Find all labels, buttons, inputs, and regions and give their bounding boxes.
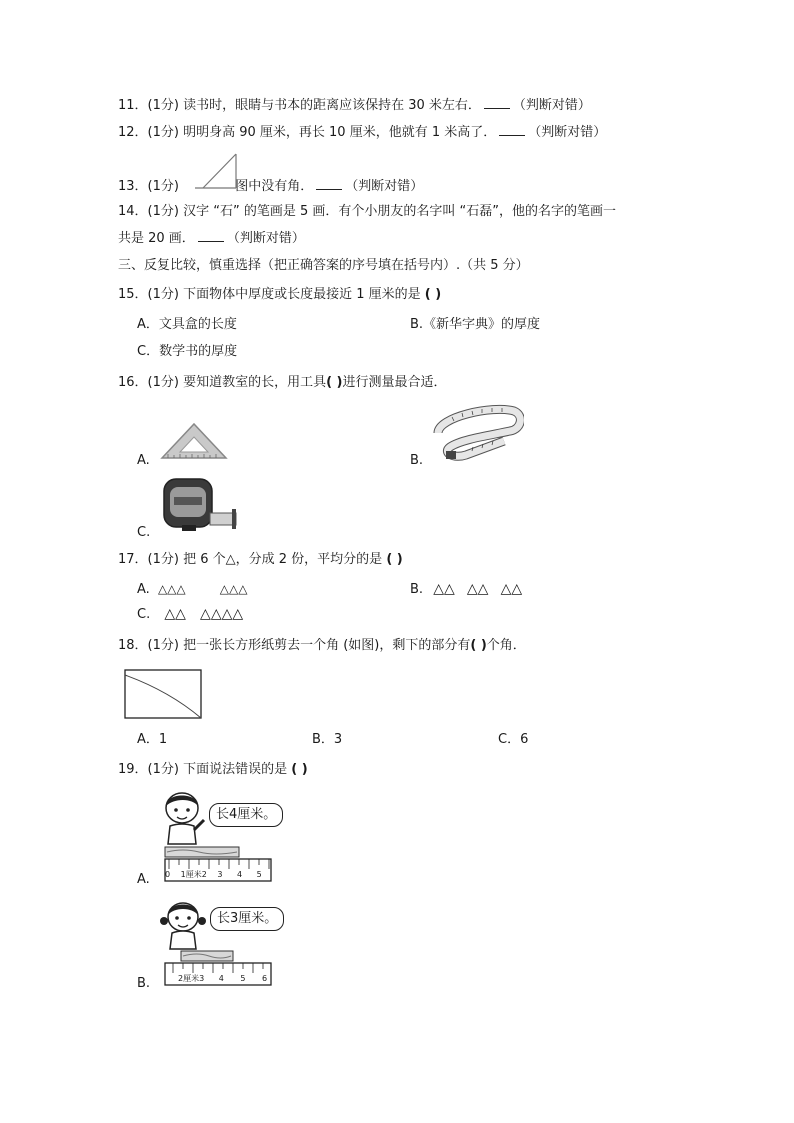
q12-judge-label: （判断对错） (528, 125, 607, 140)
q16-option-a-label[interactable]: A. (137, 453, 150, 468)
q16-stem: 16．(1分) 要知道教室的长，用工具 (118, 375, 327, 390)
q13-number: 13．(1分) (118, 179, 179, 194)
ruler-a-ticks: 0 1厘米2 3 4 5 (165, 870, 262, 879)
q15-option-b[interactable]: B.《新华字典》的厚度 (410, 317, 541, 332)
q15-answer-paren[interactable]: ( ) (424, 287, 442, 302)
q19-bubble-a: 长4厘米。 (209, 803, 283, 827)
q13-judge-label: （判断对错） (345, 179, 424, 194)
q15-stem: 15．(1分) 下面物体中厚度或长度最接近 1 厘米的是 (118, 287, 421, 302)
set-square-image[interactable] (158, 420, 230, 462)
cut-rectangle-figure (124, 669, 204, 721)
question-15 (118, 286, 441, 304)
question-13 (118, 177, 423, 196)
q16-answer-paren[interactable]: ( ) (326, 375, 343, 390)
q17-option-a[interactable] (137, 580, 247, 599)
right-triangle-figure (193, 151, 239, 191)
q15-option-a[interactable]: A．文具盒的长度 (137, 317, 237, 332)
q16-stem-end: 进行测量最合适． (342, 375, 447, 390)
q19-answer-paren[interactable]: ( ) (291, 762, 308, 777)
question-16 (118, 374, 447, 392)
q19-option-a-label[interactable]: A. (137, 872, 150, 887)
q16-option-c-label[interactable]: C. (137, 525, 151, 540)
q17-option-c-label: C. (137, 607, 151, 622)
q17-answer-paren[interactable]: ( ) (386, 552, 403, 567)
q18-option-c[interactable]: C．6 (498, 732, 529, 747)
girl-illustration (160, 897, 208, 951)
q13-answer-blank[interactable] (316, 177, 342, 190)
q18-answer-paren[interactable]: ( ) (470, 638, 487, 653)
q12-text: 12．(1分) 明明身高 90 厘米，再长 10 厘米，他就有 1 米高了． (118, 125, 497, 140)
q17-b-group-1: △△ (433, 581, 455, 597)
ruler-b-ticks: 2厘米3 4 5 6 (178, 974, 268, 983)
q17-stem: 17．(1分) 把 6 个△，分成 2 份，平均分的是 (118, 552, 383, 567)
q17-option-b[interactable] (410, 580, 522, 599)
steel-tape-measure-image[interactable] (160, 475, 240, 535)
q19-stem: 19．(1分) 下面说法错误的是 (118, 762, 288, 777)
q17-option-b-label: B. (410, 582, 424, 597)
q15-option-c[interactable]: C．数学书的厚度 (137, 344, 238, 359)
q14-judge-label: （判断对错） (226, 231, 305, 246)
question-18 (118, 637, 526, 655)
q17-c-group-2: △△△△ (200, 606, 244, 622)
question-19 (118, 761, 308, 779)
q17-c-group-1: △△ (164, 606, 186, 622)
q18-stem: 18．(1分) 把一张长方形纸剪去一个角 (如图)，剩下的部分有 (118, 638, 471, 653)
tape-measure-soft-image[interactable] (432, 403, 524, 463)
boy-illustration (160, 790, 206, 846)
q13-text: 图中没有角． (235, 179, 314, 194)
q18-option-a[interactable]: A．1 (137, 732, 168, 747)
q16-option-b-label[interactable]: B. (410, 453, 424, 468)
q17-a-group-2: △△△ (219, 582, 248, 596)
q14-answer-blank[interactable] (198, 229, 224, 242)
q17-option-a-label: A. (137, 582, 150, 597)
q14-text: 共是 20 画． (118, 231, 195, 246)
q17-b-group-2: △△ (466, 581, 489, 597)
question-17 (118, 551, 403, 569)
q18-option-b[interactable]: B．3 (312, 732, 343, 747)
q19-bubble-b: 长3厘米。 (210, 907, 284, 931)
question-11 (118, 96, 591, 115)
question-14-line1: 14．(1分) 汉字 “石” 的笔画是 5 画．有个小朋友的名字叫 “石磊”，他的名字的笔画一 (118, 204, 616, 219)
q17-option-c[interactable] (137, 605, 243, 624)
q12-answer-blank[interactable] (499, 123, 525, 136)
q11-text: 11．(1分) 读书时，眼睛与书本的距离应该保持在 30 米左右． (118, 98, 481, 113)
q11-judge-label: （判断对错） (512, 98, 591, 113)
question-14-line2 (118, 229, 305, 248)
q17-b-group-3: △△ (500, 581, 523, 597)
q18-stem-end: 个角． (486, 638, 526, 653)
section-3-title: 三、反复比较，慎重选择（把正确答案的序号填在括号内）.（共 5 分） (118, 258, 529, 273)
q17-a-group-1: △△△ (157, 582, 186, 596)
question-12 (118, 123, 606, 142)
q11-answer-blank[interactable] (484, 96, 510, 109)
q19-option-b-label[interactable]: B. (137, 976, 151, 991)
